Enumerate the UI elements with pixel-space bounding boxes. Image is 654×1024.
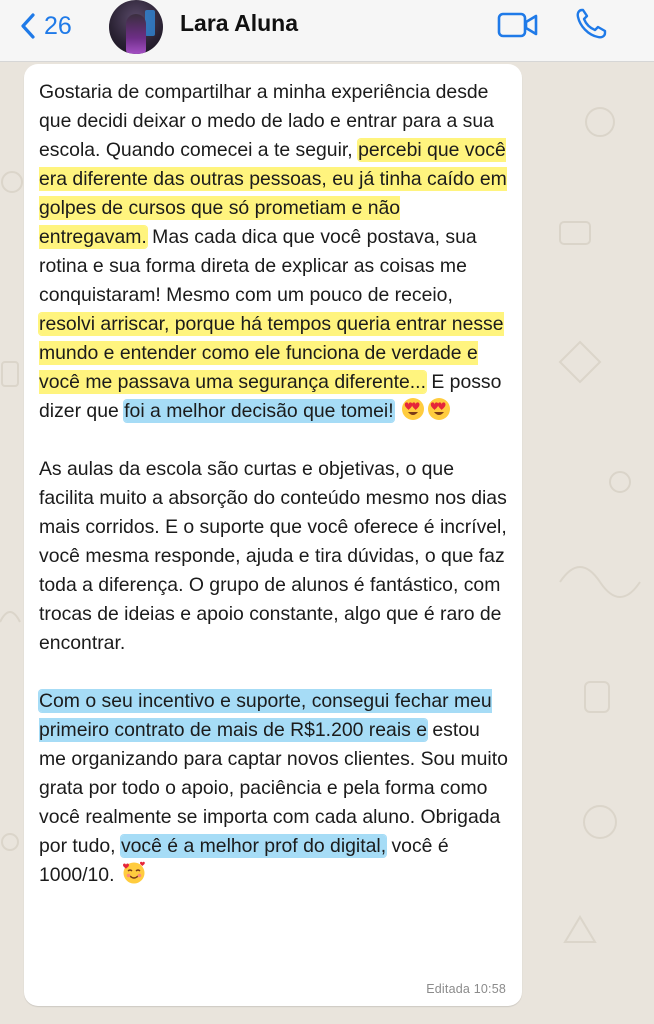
message-text: você é 1000/10. bbox=[39, 835, 449, 886]
message-paragraph-1 bbox=[39, 78, 508, 426]
message-text: Mas cada dica que você postava, sua rotina e sua forma direta de explicar as coisas me conquistaram! Mesmo com um pouco de receio, bbox=[39, 226, 477, 306]
highlighted-text-blue: você é a melhor prof do digital, bbox=[120, 835, 387, 857]
message-bubble[interactable] bbox=[24, 64, 522, 1006]
message-meta bbox=[426, 982, 506, 996]
contact-name[interactable]: Lara Aluna bbox=[180, 10, 299, 36]
avatar-figure bbox=[126, 14, 146, 54]
message-paragraph-2: As aulas da escola são curtas e objetivas, o que facilita muito a absorção do conteúdo mesmo nos dias mais corridos. E o suporte que você oferece é incrível, você mesma responde, ajuda e tira dúvidas, o que faz toda a diferença. O grupo de alunos é fantástico, com trocas de ideias e apoio constante, algo que é raro de encontrar. bbox=[39, 458, 507, 654]
highlighted-text-yellow: percebi que você era diferente das outras pessoas, eu já tinha caído em golpes de cursos que só prometiam e não entregavam. bbox=[39, 139, 507, 248]
highlighted-text-blue: Com o seu incentivo e suporte, consegui fechar meu primeiro contrato de mais de R$1.200 reais e bbox=[39, 690, 492, 741]
message-time: 10:58 bbox=[473, 982, 506, 996]
heart-eyes-emoji bbox=[401, 397, 425, 421]
message-paragraph-3 bbox=[39, 687, 508, 890]
heart-eyes-emoji bbox=[427, 397, 451, 421]
message-text: E posso dizer que bbox=[39, 371, 502, 422]
unread-count: 26 bbox=[44, 11, 72, 40]
edited-label: Editada bbox=[426, 982, 471, 996]
highlighted-text-yellow: resolvi arriscar, porque há tempos queria entrar nesse mundo e entender como ele funciona de verdade e você me passava uma segurança diferente... bbox=[39, 313, 504, 393]
avatar-background bbox=[145, 10, 155, 36]
message-text: estou me organizando para captar novos clientes. Sou muito grata por todo o apoio, paciência e pela forma como você realmente se importa com cada aluno. Obrigada por tudo, bbox=[39, 719, 508, 857]
chat-header bbox=[0, 0, 654, 62]
video-call-icon[interactable] bbox=[497, 10, 539, 40]
message-text: Gostaria de compartilhar a minha experiência desde que decidi deixar o medo de lado e entrar para a sua escola. Quando comecei a te seguir, bbox=[39, 81, 494, 161]
avatar[interactable] bbox=[109, 0, 163, 54]
highlighted-text-blue: foi a melhor decisão que tomei! bbox=[124, 400, 394, 422]
back-button[interactable] bbox=[18, 8, 72, 44]
smiling-face-with-hearts-emoji bbox=[122, 861, 146, 885]
chevron-left-icon bbox=[18, 12, 38, 40]
phone-icon[interactable] bbox=[574, 7, 608, 41]
